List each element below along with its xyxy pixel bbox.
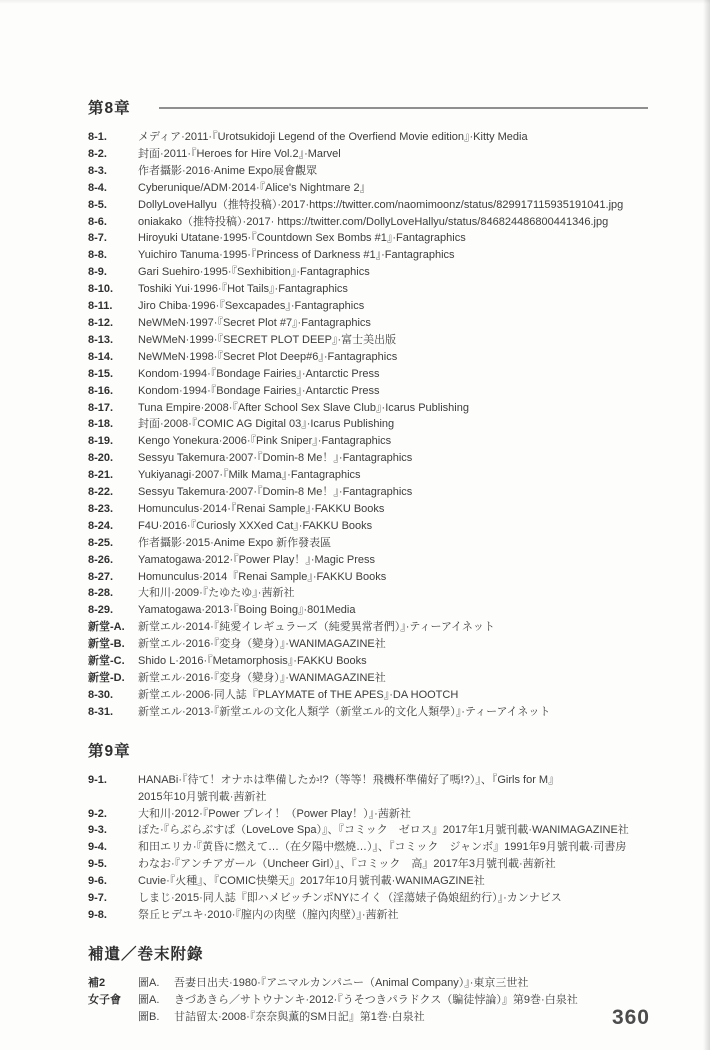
entry-line: Yuichiro Tanuma·1995·『Princess of Darkness #1』·Fantagraphics bbox=[138, 249, 455, 262]
entry-text bbox=[138, 416, 648, 433]
reference-row bbox=[88, 247, 648, 264]
entry-label: 8-15. bbox=[88, 367, 114, 380]
entry-text bbox=[138, 501, 648, 518]
entry-line: Toshiki Yui·1996·『Hot Tails』·Fantagraphics bbox=[138, 283, 348, 296]
reference-row bbox=[88, 163, 648, 180]
section bbox=[88, 739, 648, 924]
entry-label: 9-7. bbox=[88, 892, 107, 905]
reference-row bbox=[88, 535, 648, 552]
reference-row bbox=[88, 670, 648, 687]
entry-line: Gari Suehiro·1995·『Sexhibition』·Fantagraphics bbox=[138, 266, 370, 279]
reference-row bbox=[88, 806, 648, 823]
entry-text bbox=[138, 890, 648, 907]
reference-row bbox=[88, 992, 648, 1009]
entry-label: 新堂-A. bbox=[88, 621, 125, 634]
entry-label: 8-11. bbox=[88, 300, 113, 313]
entry-line: 新堂エル·2014·『純愛イレギュラーズ（純愛異常者們）』·ティーアイネット bbox=[138, 621, 495, 634]
entry-label: 8-23. bbox=[88, 502, 114, 515]
entry-line: 吾妻日出夫·1980·『アニマルカンパニー（Animal Company）』·東京三世社 bbox=[174, 976, 529, 989]
scan-edge-shadow-top bbox=[0, 0, 710, 4]
entry-line: 新堂エル·2016·『変身（變身）』·WANIMAGAZINE社 bbox=[138, 638, 386, 651]
entry-text bbox=[138, 552, 648, 569]
reference-row bbox=[88, 383, 648, 400]
entry-sub: 圖B. bbox=[138, 1010, 160, 1023]
entry-text bbox=[138, 247, 648, 264]
entry-label: 8-13. bbox=[88, 333, 114, 346]
entry-label: 8-24. bbox=[88, 519, 114, 532]
section-entries bbox=[88, 129, 648, 721]
entry-label: 8-21. bbox=[88, 469, 114, 482]
entry-line: わなお·『アンチアガール（Uncheer Girl）』、『コミック 高』2017年3月號刊載·茜新社 bbox=[138, 858, 556, 871]
entry-line: 新堂エル·2006·同人誌『PLAYMATE of THE APES』·DA HOOTCH bbox=[138, 688, 459, 701]
reference-row bbox=[88, 349, 648, 366]
reference-row bbox=[88, 501, 648, 518]
entry-line: Kondom·1994·『Bondage Fairies』·Antarctic Press bbox=[138, 367, 380, 380]
entry-text bbox=[138, 636, 648, 653]
entry-text bbox=[138, 146, 648, 163]
entry-label: 8-3. bbox=[88, 164, 107, 177]
entry-text bbox=[138, 602, 648, 619]
section-header bbox=[88, 739, 648, 761]
reference-row bbox=[88, 298, 648, 315]
sections bbox=[88, 96, 648, 1026]
entry-label: 8-10. bbox=[88, 283, 114, 296]
entry-line: Kondom·1994·『Bondage Fairies』·Antarctic Press bbox=[138, 384, 380, 397]
entry-text bbox=[138, 315, 648, 332]
entry-text bbox=[138, 856, 648, 873]
entry-text bbox=[138, 400, 648, 417]
entry-text bbox=[138, 839, 648, 856]
entry-line: Sessyu Takemura·2007·『Domin-8 Me！』·Fantagraphics bbox=[138, 486, 413, 499]
entry-text bbox=[138, 907, 648, 924]
entry-text bbox=[138, 349, 648, 366]
entry-line: 大和川·2009·『たゆたゆ』·茜新社 bbox=[138, 587, 295, 600]
entry-text bbox=[138, 704, 648, 721]
entry-text bbox=[138, 822, 648, 839]
entry-line: Yamatogawa·2013·『Boing Boing』·801Media bbox=[138, 604, 356, 617]
entry-label: 9-6. bbox=[88, 875, 107, 888]
entry-label: 9-4. bbox=[88, 841, 107, 854]
entry-label: 8-25. bbox=[88, 536, 114, 549]
reference-row bbox=[88, 264, 648, 281]
entry-text bbox=[138, 163, 648, 180]
reference-row bbox=[88, 450, 648, 467]
entry-label: 8-26. bbox=[88, 553, 114, 566]
entry-line: Yamatogawa·2012·『Power Play！』·Magic Press bbox=[138, 553, 375, 566]
section-rule bbox=[159, 107, 648, 109]
entry-label: 9-1. bbox=[88, 773, 107, 786]
entry-text bbox=[138, 450, 648, 467]
entry-text bbox=[138, 518, 648, 535]
entry-sub: 圖A. bbox=[138, 993, 160, 1006]
entry-line: Yukiyanagi·2007·『Milk Mama』·Fantagraphics bbox=[138, 469, 361, 482]
entry-sub: 圖A. bbox=[138, 976, 160, 989]
entry-text bbox=[138, 772, 648, 806]
entry-line: NeWMeN·1998·『Secret Plot Deep#6』·Fantagraphics bbox=[138, 350, 398, 363]
entry-line: HANABi·『待て！オナホは準備したか!?（等等！飛機杯準備好了嗎!?）』、『Girls for M』 bbox=[138, 773, 560, 786]
entry-text bbox=[138, 366, 648, 383]
entry-line: NeWMeN·1997·『Secret Plot #7』·Fantagraphics bbox=[138, 316, 371, 329]
reference-row bbox=[88, 129, 648, 146]
reference-row bbox=[88, 552, 648, 569]
reference-row bbox=[88, 518, 648, 535]
entry-line: Sessyu Takemura·2007·『Domin-8 Me！』·Fantagraphics bbox=[138, 452, 413, 465]
entry-label: 9-3. bbox=[88, 824, 107, 837]
entry-label: 8-4. bbox=[88, 181, 107, 194]
entry-text bbox=[138, 585, 648, 602]
section-entries bbox=[88, 975, 648, 1026]
entry-line: Homunculus·2014『Renai Sample』·FAKKU Books bbox=[138, 570, 387, 583]
reference-row bbox=[88, 687, 648, 704]
entry-label: 女子會 bbox=[88, 993, 121, 1006]
entry-label: 8-18. bbox=[88, 418, 114, 431]
entry-line: きづあきら／サトウナンキ·2012·『うそつきパラドクス（騙徒悖論）』第9巻·白泉社 bbox=[174, 993, 578, 1006]
entry-text bbox=[138, 433, 648, 450]
reference-row bbox=[88, 822, 648, 839]
entry-text bbox=[138, 129, 648, 146]
entry-line: NeWMeN·1999·『SECRET PLOT DEEP』·富士美出版 bbox=[138, 333, 397, 346]
section-title: 第8章 bbox=[88, 100, 131, 117]
entry-label: 8-7. bbox=[88, 232, 107, 245]
entry-label: 8-20. bbox=[88, 452, 114, 465]
entry-line: 祭丘ヒデユキ·2010·『膣内の肉壁（膣內肉壁）』·茜新社 bbox=[138, 908, 399, 921]
entry-text bbox=[138, 653, 648, 670]
entry-line: 大和川·2012·『Power プレイ！（Power Play！）』·茜新社 bbox=[138, 807, 411, 820]
entry-label: 8-2. bbox=[88, 147, 107, 160]
reference-row bbox=[88, 873, 648, 890]
reference-row bbox=[88, 484, 648, 501]
entry-label: 8-6. bbox=[88, 215, 107, 228]
entry-text bbox=[138, 670, 648, 687]
entry-label: 新堂-C. bbox=[88, 655, 125, 668]
entry-label: 8-17. bbox=[88, 401, 114, 414]
entry-line: DollyLoveHallyu（推特投稿）·2017·https://twitter.com/naomimoonz/status/829917115935191041.jpg bbox=[138, 198, 624, 211]
entry-text bbox=[174, 1009, 648, 1026]
reference-row bbox=[88, 907, 648, 924]
reference-row bbox=[88, 281, 648, 298]
entry-label: 8-1. bbox=[88, 131, 107, 143]
entry-label: 新堂-D. bbox=[88, 672, 125, 684]
entry-label: 8-9. bbox=[88, 266, 107, 279]
reference-row bbox=[88, 214, 648, 231]
entry-label: 8-27. bbox=[88, 570, 114, 583]
entry-line: 新堂エル·2013·『新堂エルの文化人類学（新堂エル的文化人類學）』·ティーアイネット bbox=[138, 705, 551, 718]
section-title: 第9章 bbox=[88, 742, 131, 760]
reference-row bbox=[88, 180, 648, 197]
reference-row bbox=[88, 602, 648, 619]
scan-edge-shadow bbox=[703, 0, 710, 1050]
entry-label: 新堂-B. bbox=[88, 638, 125, 651]
reference-row bbox=[88, 416, 648, 433]
reference-row bbox=[88, 315, 648, 332]
entry-line: Kengo Yonekura·2006·『Pink Sniper』·Fantagraphics bbox=[138, 435, 392, 448]
entry-label: 8-19. bbox=[88, 435, 114, 448]
entry-line: しまじ·2015·同人誌『即ハメビッチンポNYにイく（淫蕩婊子偽娘紐約行）』·カンナビス bbox=[138, 892, 562, 905]
entry-line: 封面·2008·『COMIC AG Digital 03』·Icarus Publishing bbox=[138, 418, 395, 431]
reference-row bbox=[88, 704, 648, 721]
entry-text bbox=[138, 687, 648, 704]
entry-line: 2015年10月號刊載·茜新社 bbox=[138, 790, 267, 803]
reference-row bbox=[88, 146, 648, 163]
entry-label: 補2 bbox=[88, 976, 106, 989]
page-number: 360 bbox=[611, 1006, 650, 1029]
entry-text bbox=[138, 230, 648, 247]
entry-text bbox=[174, 992, 648, 1009]
reference-row bbox=[88, 636, 648, 653]
reference-row bbox=[88, 366, 648, 383]
entry-line: oniakako（推特投稿）·2017· https://twitter.com/DollyLoveHallyu/status/846824486800441346.jpg bbox=[138, 215, 609, 228]
reference-row bbox=[88, 619, 648, 636]
entry-label: 8-22. bbox=[88, 486, 114, 499]
reference-row bbox=[88, 856, 648, 873]
entry-line: 新堂エル·2016·『変身（變身）』·WANIMAGAZINE社 bbox=[138, 672, 386, 684]
entry-text bbox=[138, 873, 648, 890]
entry-text bbox=[138, 806, 648, 823]
entry-label: 8-14. bbox=[88, 350, 114, 363]
reference-row bbox=[88, 772, 648, 806]
section-entries bbox=[88, 772, 648, 924]
entry-label: 8-16. bbox=[88, 384, 114, 397]
section-header bbox=[88, 942, 648, 964]
entry-label: 8-8. bbox=[88, 249, 107, 262]
entry-line: Cuvie·『火種』、『COMIC快樂天』2017年10月號刊載·WANIMAGZINE社 bbox=[138, 875, 485, 888]
reference-row bbox=[88, 569, 648, 586]
reference-row bbox=[88, 890, 648, 907]
entry-line: F4U·2016·『Curiosly XXXed Cat』·FAKKU Books bbox=[138, 519, 373, 532]
entry-label: 8-28. bbox=[88, 587, 114, 600]
entry-label: 9-5. bbox=[88, 858, 107, 871]
entry-line: Cyberunique/ADM·2014·『Alice's Nightmare 2』 bbox=[138, 181, 371, 194]
entry-line: Jiro Chiba·1996·『Sexcapades』·Fantagraphics bbox=[138, 300, 365, 313]
reference-row bbox=[88, 433, 648, 450]
entry-line: 作者攝影·2015·Anime Expo 新作發表區 bbox=[138, 536, 332, 549]
entry-text bbox=[138, 383, 648, 400]
entry-label: 8-31. bbox=[88, 705, 114, 718]
entry-line: 作者攝影·2016·Anime Expo展會觀眾 bbox=[138, 164, 318, 177]
entry-text bbox=[138, 197, 648, 214]
entry-label: 8-5. bbox=[88, 198, 107, 211]
section bbox=[88, 942, 648, 1026]
entry-text bbox=[138, 332, 648, 349]
entry-line: Hiroyuki Utatane·1995·『Countdown Sex Bombs #1』·Fantagraphics bbox=[138, 232, 466, 245]
reference-row bbox=[88, 975, 648, 992]
entry-text bbox=[138, 180, 648, 197]
entry-line: メディア·2011·『Urotsukidoji Legend of the Overfiend Movie edition』·Kitty Media bbox=[138, 131, 528, 143]
entry-label: 8-29. bbox=[88, 604, 114, 617]
section bbox=[88, 96, 648, 721]
entry-text bbox=[138, 535, 648, 552]
reference-row bbox=[88, 400, 648, 417]
section-header bbox=[88, 96, 648, 118]
reference-row bbox=[88, 467, 648, 484]
reference-row bbox=[88, 1009, 648, 1026]
reference-row bbox=[88, 332, 648, 349]
entry-text bbox=[174, 975, 648, 992]
entry-line: Shido L·2016·『Metamorphosis』·FAKKU Books bbox=[138, 655, 367, 668]
reference-row bbox=[88, 585, 648, 602]
reference-row bbox=[88, 197, 648, 214]
entry-text bbox=[138, 281, 648, 298]
entry-label: 9-8. bbox=[88, 908, 107, 921]
entry-text bbox=[138, 467, 648, 484]
entry-line: Homunculus·2014·『Renai Sample』·FAKKU Books bbox=[138, 502, 385, 515]
entry-line: ぽた·『らぶらぶすぱ（LoveLove Spa）』、『コミック ゼロス』2017年1月號刊載·WANIMAGAZINE社 bbox=[138, 824, 629, 837]
entry-text bbox=[138, 619, 648, 636]
entry-line: 甘詰留太·2008·『奈奈與薫的SM日記』第1巻·白泉社 bbox=[174, 1010, 425, 1023]
section-title: 補遺／巻末附錄 bbox=[88, 945, 204, 963]
entry-line: 封面·2011·『Heroes for Hire Vol.2』·Marvel bbox=[138, 147, 341, 160]
entry-line: Tuna Empire·2008·『After School Sex Slave Club』·Icarus Publishing bbox=[138, 401, 469, 414]
entry-label: 8-12. bbox=[88, 316, 114, 329]
entry-text bbox=[138, 569, 648, 586]
reference-row bbox=[88, 839, 648, 856]
reference-row bbox=[88, 653, 648, 670]
entry-label: 9-2. bbox=[88, 807, 107, 820]
entry-text bbox=[138, 264, 648, 281]
reference-row bbox=[88, 230, 648, 247]
entry-text bbox=[138, 484, 648, 501]
entry-line: 和田エリカ·『黄昏に燃えて…（在夕陽中燃燒…）』、『コミック ジャンボ』1991年9月號刊載·司書房 bbox=[138, 841, 627, 854]
entry-text bbox=[138, 298, 648, 315]
entry-label: 8-30. bbox=[88, 688, 114, 701]
entry-text bbox=[138, 214, 648, 231]
